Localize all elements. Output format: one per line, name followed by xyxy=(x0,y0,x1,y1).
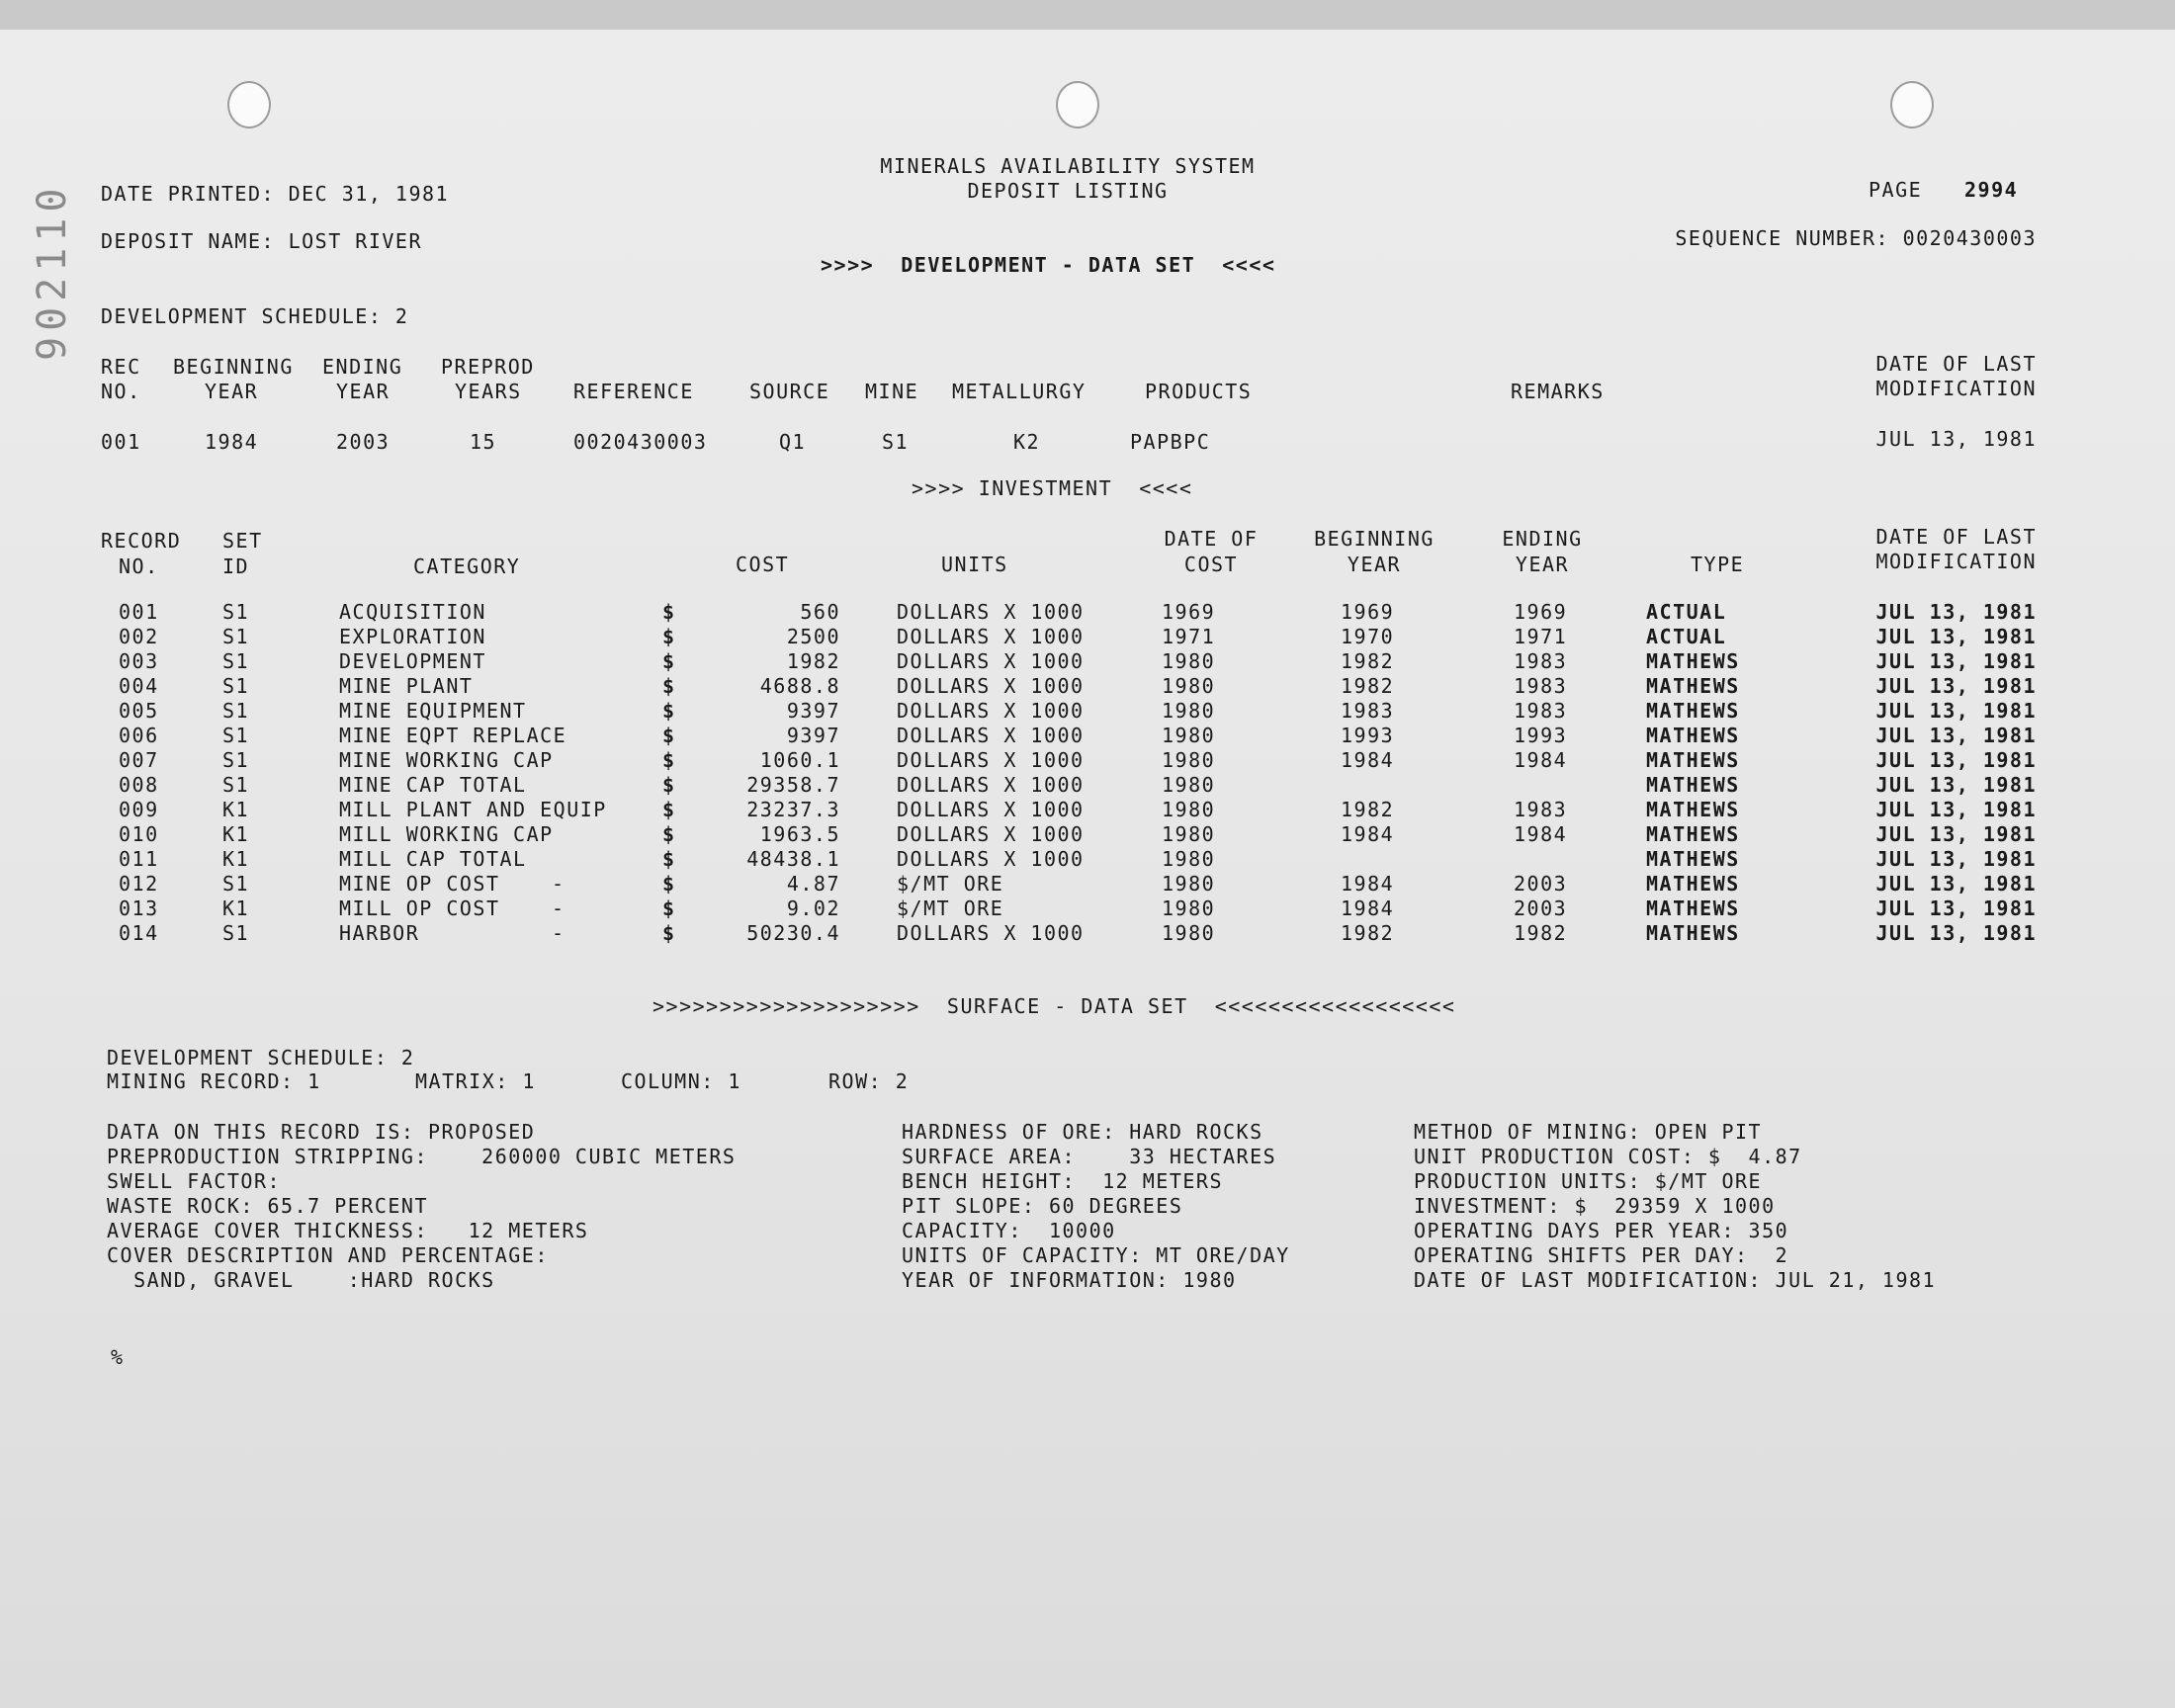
inv-cell-doc: 1980 xyxy=(1162,798,1216,821)
inv-cell-cost: 23237.3 xyxy=(746,798,840,821)
dev-pre: 15 xyxy=(470,430,497,454)
col-remarks: REMARKS xyxy=(1511,380,1605,403)
surface-left-line: SWELL FACTOR: xyxy=(107,1169,282,1193)
inv-cell-beg: 1983 xyxy=(1341,699,1395,723)
margin-stamp: 902110 xyxy=(30,182,75,361)
col-mod-2: MODIFICATION xyxy=(1875,377,2037,400)
inv-cell-cost: 48438.1 xyxy=(746,847,840,871)
inv-cell-set: S1 xyxy=(222,872,250,896)
inv-cell-rec: 002 xyxy=(119,625,159,648)
inv-cell-set: K1 xyxy=(222,897,250,920)
inv-cell-doc: 1969 xyxy=(1162,600,1216,624)
table-row xyxy=(0,749,2175,773)
inv-cell-beg: 1982 xyxy=(1341,674,1395,698)
surface-right-line: OPERATING DAYS PER YEAR: 350 xyxy=(1414,1219,1789,1242)
inv-cell-doc: 1980 xyxy=(1162,674,1216,698)
inv-cell-set: S1 xyxy=(222,600,250,624)
surface-middle-line: HARDNESS OF ORE: HARD ROCKS xyxy=(902,1120,1263,1144)
inv-cell-type: MATHEWS xyxy=(1646,921,1740,945)
surface-right-line: DATE OF LAST MODIFICATION: JUL 21, 1981 xyxy=(1414,1268,1937,1292)
table-row xyxy=(0,725,2175,748)
surface-banner: >>>>>>>>>>>>>>>>>>>> SURFACE - DATA SET <<<<<<<<<<<<<<<<<< xyxy=(652,994,1456,1018)
surface-right-line: UNIT PRODUCTION COST: $ 4.87 xyxy=(1414,1145,1802,1168)
col-mine: MINE xyxy=(865,380,919,403)
inv-cell-beg: 1982 xyxy=(1341,649,1395,673)
inv-cell-rec: 012 xyxy=(119,872,159,896)
inv-cell-doc: 1980 xyxy=(1162,724,1216,747)
table-row xyxy=(0,922,2175,946)
inv-cell-end: 1983 xyxy=(1514,674,1568,698)
table-row xyxy=(0,799,2175,822)
page-label: PAGE xyxy=(1869,178,1923,202)
deposit-name: DEPOSIT NAME: LOST RIVER xyxy=(101,229,422,253)
surface-right-line: INVESTMENT: $ 29359 X 1000 xyxy=(1414,1194,1776,1218)
inv-cell-beg: 1984 xyxy=(1341,872,1395,896)
table-row xyxy=(0,774,2175,798)
col-beg-1: BEGINNING xyxy=(173,355,294,379)
inv-cell-dash: - xyxy=(552,897,566,920)
inv-cell-category: MINE OP COST xyxy=(339,872,500,896)
col-reference: REFERENCE xyxy=(573,380,694,403)
inv-cell-type: MATHEWS xyxy=(1646,699,1740,723)
punch-hole-right xyxy=(1890,81,1934,128)
inv-cell-beg: 1984 xyxy=(1341,897,1395,920)
table-row xyxy=(0,897,2175,921)
inv-cell-doc: 1980 xyxy=(1162,847,1216,871)
footer-mark: % xyxy=(111,1345,125,1369)
surface-row: ROW: 2 xyxy=(828,1069,910,1093)
inv-cell-type: MATHEWS xyxy=(1646,822,1740,846)
inv-cell-category: MINE CAP TOTAL xyxy=(339,773,527,797)
inv-cell-doc: 1980 xyxy=(1162,649,1216,673)
inv-cell-cost: 1982 xyxy=(786,649,840,673)
inv-cell-mod: JUL 13, 1981 xyxy=(1875,699,2037,723)
inv-cell-end: 1969 xyxy=(1514,600,1568,624)
inv-cell-rec: 003 xyxy=(119,649,159,673)
inv-cell-doc: 1980 xyxy=(1162,897,1216,920)
surface-right-line: OPERATING SHIFTS PER DAY: 2 xyxy=(1414,1243,1789,1267)
inv-cell-end: 2003 xyxy=(1514,897,1568,920)
dev-mod: JUL 13, 1981 xyxy=(1875,427,2037,451)
inv-cell-dollar: $ xyxy=(662,724,676,747)
inv-col-mod-1: DATE OF LAST xyxy=(1875,525,2037,549)
inv-cell-category: HARBOR xyxy=(339,921,420,945)
inv-cell-set: K1 xyxy=(222,798,250,821)
col-end-2: YEAR xyxy=(336,380,391,403)
inv-cell-mod: JUL 13, 1981 xyxy=(1875,625,2037,648)
inv-cell-mod: JUL 13, 1981 xyxy=(1875,798,2037,821)
col-beg-2: YEAR xyxy=(205,380,259,403)
punch-hole-left xyxy=(227,81,271,128)
inv-cell-end: 1993 xyxy=(1514,724,1568,747)
inv-cell-units: DOLLARS X 1000 xyxy=(897,724,1085,747)
inv-col-mod-2: MODIFICATION xyxy=(1875,550,2037,573)
surface-middle-line: BENCH HEIGHT: 12 METERS xyxy=(902,1169,1223,1193)
inv-cell-units: DOLLARS X 1000 xyxy=(897,847,1085,871)
inv-cell-cost: 560 xyxy=(800,600,840,624)
inv-col-beg-1: BEGINNING xyxy=(1314,527,1435,551)
date-printed: DATE PRINTED: DEC 31, 1981 xyxy=(101,182,450,206)
inv-cell-mod: JUL 13, 1981 xyxy=(1875,897,2037,920)
inv-cell-end: 2003 xyxy=(1514,872,1568,896)
inv-cell-mod: JUL 13, 1981 xyxy=(1875,872,2037,896)
inv-cell-cost: 9397 xyxy=(786,724,840,747)
dev-reference: 0020430003 xyxy=(573,430,708,454)
inv-col-end-2: YEAR xyxy=(1515,553,1570,576)
inv-cell-dollar: $ xyxy=(662,773,676,797)
table-row xyxy=(0,700,2175,724)
inv-cell-category: MINE EQPT REPLACE xyxy=(339,724,567,747)
surface-column: COLUMN: 1 xyxy=(621,1069,741,1093)
inv-cell-type: ACTUAL xyxy=(1646,625,1727,648)
inv-cell-beg: 1984 xyxy=(1341,822,1395,846)
inv-col-units: UNITS xyxy=(941,553,1008,576)
surface-middle-line: PIT SLOPE: 60 DEGREES xyxy=(902,1194,1183,1218)
inv-cell-units: DOLLARS X 1000 xyxy=(897,649,1085,673)
inv-cell-dollar: $ xyxy=(662,674,676,698)
inv-cell-set: K1 xyxy=(222,822,250,846)
inv-cell-units: DOLLARS X 1000 xyxy=(897,699,1085,723)
inv-cell-category: MILL OP COST xyxy=(339,897,500,920)
inv-cell-rec: 005 xyxy=(119,699,159,723)
inv-cell-mod: JUL 13, 1981 xyxy=(1875,773,2037,797)
page-number: 2994 xyxy=(1964,178,2019,202)
inv-cell-units: DOLLARS X 1000 xyxy=(897,822,1085,846)
inv-cell-mod: JUL 13, 1981 xyxy=(1875,724,2037,747)
col-products: PRODUCTS xyxy=(1145,380,1253,403)
inv-cell-set: S1 xyxy=(222,773,250,797)
col-pre-2: YEARS xyxy=(455,380,522,403)
inv-cell-set: S1 xyxy=(222,674,250,698)
inv-cell-dollar: $ xyxy=(662,699,676,723)
col-end-1: ENDING xyxy=(322,355,403,379)
inv-cell-units: $/MT ORE xyxy=(897,872,1004,896)
inv-cell-type: MATHEWS xyxy=(1646,847,1740,871)
dev-metallurgy: K2 xyxy=(1013,430,1041,454)
inv-cell-mod: JUL 13, 1981 xyxy=(1875,649,2037,673)
inv-cell-beg: 1970 xyxy=(1341,625,1395,648)
inv-cell-end: 1984 xyxy=(1514,748,1568,772)
inv-cell-dollar: $ xyxy=(662,921,676,945)
inv-cell-dash: - xyxy=(552,872,566,896)
surface-schedule: DEVELOPMENT SCHEDULE: 2 xyxy=(107,1046,415,1069)
sequence-number: SEQUENCE NUMBER: 0020430003 xyxy=(1675,226,2037,250)
surface-left-line: WASTE ROCK: 65.7 PERCENT xyxy=(107,1194,428,1218)
inv-cell-cost: 50230.4 xyxy=(746,921,840,945)
inv-cell-units: DOLLARS X 1000 xyxy=(897,625,1085,648)
surface-left-line: SAND, GRAVEL :HARD ROCKS xyxy=(107,1268,495,1292)
inv-cell-cost: 1963.5 xyxy=(759,822,840,846)
inv-cell-beg: 1969 xyxy=(1341,600,1395,624)
system-title: MINERALS AVAILABILITY SYSTEM xyxy=(880,154,1256,178)
inv-cell-beg: 1984 xyxy=(1341,748,1395,772)
inv-cell-mod: JUL 13, 1981 xyxy=(1875,674,2037,698)
inv-cell-units: DOLLARS X 1000 xyxy=(897,798,1085,821)
inv-col-set-1: SET xyxy=(222,529,263,553)
inv-cell-rec: 006 xyxy=(119,724,159,747)
inv-cell-end: 1982 xyxy=(1514,921,1568,945)
dev-end: 2003 xyxy=(336,430,391,454)
inv-cell-dollar: $ xyxy=(662,822,676,846)
inv-col-rec-2: NO. xyxy=(119,555,159,578)
inv-cell-type: MATHEWS xyxy=(1646,872,1740,896)
inv-cell-end: 1983 xyxy=(1514,798,1568,821)
inv-cell-dollar: $ xyxy=(662,748,676,772)
inv-cell-set: S1 xyxy=(222,625,250,648)
surface-left-line: PREPRODUCTION STRIPPING: 260000 CUBIC METERS xyxy=(107,1145,737,1168)
inv-cell-cost: 9.02 xyxy=(786,897,840,920)
inv-cell-set: S1 xyxy=(222,724,250,747)
inv-cell-type: MATHEWS xyxy=(1646,748,1740,772)
inv-cell-type: MATHEWS xyxy=(1646,773,1740,797)
inv-cell-dollar: $ xyxy=(662,847,676,871)
inv-cell-category: DEVELOPMENT xyxy=(339,649,486,673)
inv-cell-rec: 009 xyxy=(119,798,159,821)
inv-cell-cost: 29358.7 xyxy=(746,773,840,797)
dev-mine: S1 xyxy=(882,430,910,454)
inv-cell-dash: - xyxy=(552,921,566,945)
inv-col-set-2: ID xyxy=(222,555,250,578)
inv-cell-beg: 1982 xyxy=(1341,798,1395,821)
surface-left-line: AVERAGE COVER THICKNESS: 12 METERS xyxy=(107,1219,589,1242)
inv-col-category: CATEGORY xyxy=(413,555,521,578)
inv-cell-category: MINE PLANT xyxy=(339,674,474,698)
inv-cell-doc: 1980 xyxy=(1162,748,1216,772)
inv-cell-category: MINE WORKING CAP xyxy=(339,748,554,772)
table-row xyxy=(0,848,2175,872)
inv-cell-doc: 1980 xyxy=(1162,699,1216,723)
inv-col-rec-1: RECORD xyxy=(101,529,182,553)
surface-right-line: PRODUCTION UNITS: $/MT ORE xyxy=(1414,1169,1763,1193)
inv-cell-category: MILL WORKING CAP xyxy=(339,822,554,846)
inv-cell-units: DOLLARS X 1000 xyxy=(897,674,1085,698)
development-schedule: DEVELOPMENT SCHEDULE: 2 xyxy=(101,304,409,328)
inv-cell-doc: 1980 xyxy=(1162,921,1216,945)
inv-cell-rec: 013 xyxy=(119,897,159,920)
inv-cell-dollar: $ xyxy=(662,600,676,624)
table-row xyxy=(0,650,2175,674)
inv-cell-rec: 001 xyxy=(119,600,159,624)
inv-cell-units: DOLLARS X 1000 xyxy=(897,921,1085,945)
col-pre-1: PREPROD xyxy=(441,355,535,379)
dev-source: Q1 xyxy=(779,430,807,454)
inv-cell-rec: 007 xyxy=(119,748,159,772)
inv-cell-dollar: $ xyxy=(662,798,676,821)
col-metallurgy: METALLURGY xyxy=(952,380,1087,403)
inv-cell-dollar: $ xyxy=(662,649,676,673)
inv-cell-mod: JUL 13, 1981 xyxy=(1875,822,2037,846)
inv-cell-cost: 4.87 xyxy=(786,872,840,896)
surface-matrix: MATRIX: 1 xyxy=(415,1069,536,1093)
inv-cell-dollar: $ xyxy=(662,897,676,920)
inv-cell-set: S1 xyxy=(222,921,250,945)
inv-cell-dollar: $ xyxy=(662,625,676,648)
table-row xyxy=(0,873,2175,897)
inv-cell-type: ACTUAL xyxy=(1646,600,1727,624)
table-row xyxy=(0,823,2175,847)
punch-hole-center xyxy=(1056,81,1099,128)
inv-cell-category: EXPLORATION xyxy=(339,625,486,648)
inv-cell-units: DOLLARS X 1000 xyxy=(897,748,1085,772)
inv-cell-end: 1983 xyxy=(1514,699,1568,723)
inv-col-end-1: ENDING xyxy=(1502,527,1583,551)
inv-cell-set: S1 xyxy=(222,748,250,772)
inv-cell-doc: 1971 xyxy=(1162,625,1216,648)
inv-col-cost: COST xyxy=(736,553,790,576)
inv-col-doc-2: COST xyxy=(1183,553,1239,576)
listing-title: DEPOSIT LISTING xyxy=(967,179,1169,203)
inv-cell-set: S1 xyxy=(222,649,250,673)
inv-cell-mod: JUL 13, 1981 xyxy=(1875,748,2037,772)
inv-cell-type: MATHEWS xyxy=(1646,649,1740,673)
inv-col-beg-2: YEAR xyxy=(1347,553,1402,576)
dev-beg: 1984 xyxy=(205,430,259,454)
inv-cell-rec: 008 xyxy=(119,773,159,797)
surface-left-line: DATA ON THIS RECORD IS: PROPOSED xyxy=(107,1120,536,1144)
col-rec-1: REC xyxy=(101,355,141,379)
inv-cell-type: MATHEWS xyxy=(1646,798,1740,821)
inv-cell-dollar: $ xyxy=(662,872,676,896)
inv-cell-cost: 9397 xyxy=(786,699,840,723)
inv-cell-type: MATHEWS xyxy=(1646,897,1740,920)
inv-cell-rec: 011 xyxy=(119,847,159,871)
inv-cell-category: MILL CAP TOTAL xyxy=(339,847,527,871)
inv-cell-doc: 1980 xyxy=(1162,822,1216,846)
inv-col-doc-1: DATE OF xyxy=(1164,527,1259,551)
development-banner: >>>> DEVELOPMENT - DATA SET <<<< xyxy=(821,253,1276,277)
inv-cell-type: MATHEWS xyxy=(1646,724,1740,747)
col-rec-2: NO. xyxy=(101,380,141,403)
inv-cell-beg: 1982 xyxy=(1341,921,1395,945)
inv-cell-cost: 4688.8 xyxy=(759,674,840,698)
col-source: SOURCE xyxy=(749,380,830,403)
inv-cell-rec: 004 xyxy=(119,674,159,698)
investment-banner: >>>> INVESTMENT <<<< xyxy=(912,476,1193,500)
col-mod-1: DATE OF LAST xyxy=(1875,352,2037,376)
inv-cell-doc: 1980 xyxy=(1162,872,1216,896)
inv-cell-end: 1971 xyxy=(1514,625,1568,648)
inv-cell-units: $/MT ORE xyxy=(897,897,1004,920)
surface-middle-line: CAPACITY: 10000 xyxy=(902,1219,1116,1242)
surface-middle-line: SURFACE AREA: 33 HECTARES xyxy=(902,1145,1277,1168)
inv-cell-category: MILL PLANT AND EQUIP xyxy=(339,798,607,821)
inv-cell-end: 1984 xyxy=(1514,822,1568,846)
dev-rec: 001 xyxy=(101,430,141,454)
inv-cell-type: MATHEWS xyxy=(1646,674,1740,698)
inv-cell-cost: 1060.1 xyxy=(759,748,840,772)
inv-cell-category: MINE EQUIPMENT xyxy=(339,699,527,723)
inv-cell-rec: 014 xyxy=(119,921,159,945)
inv-cell-units: DOLLARS X 1000 xyxy=(897,600,1085,624)
surface-right-line: METHOD OF MINING: OPEN PIT xyxy=(1414,1120,1763,1144)
inv-cell-doc: 1980 xyxy=(1162,773,1216,797)
inv-cell-mod: JUL 13, 1981 xyxy=(1875,600,2037,624)
inv-cell-set: S1 xyxy=(222,699,250,723)
inv-cell-rec: 010 xyxy=(119,822,159,846)
inv-cell-end: 1983 xyxy=(1514,649,1568,673)
inv-cell-set: K1 xyxy=(222,847,250,871)
surface-middle-line: YEAR OF INFORMATION: 1980 xyxy=(902,1268,1237,1292)
dev-products: PAPBPC xyxy=(1130,430,1211,454)
surface-middle-line: UNITS OF CAPACITY: MT ORE/DAY xyxy=(902,1243,1290,1267)
inv-cell-category: ACQUISITION xyxy=(339,600,486,624)
inv-cell-beg: 1993 xyxy=(1341,724,1395,747)
table-row xyxy=(0,626,2175,649)
surface-left-line: COVER DESCRIPTION AND PERCENTAGE: xyxy=(107,1243,549,1267)
inv-cell-mod: JUL 13, 1981 xyxy=(1875,921,2037,945)
table-row xyxy=(0,601,2175,625)
inv-cell-cost: 2500 xyxy=(786,625,840,648)
table-row xyxy=(0,675,2175,699)
inv-cell-mod: JUL 13, 1981 xyxy=(1875,847,2037,871)
surface-mining-record: MINING RECORD: 1 xyxy=(107,1069,321,1093)
inv-col-type: TYPE xyxy=(1691,553,1745,576)
inv-cell-units: DOLLARS X 1000 xyxy=(897,773,1085,797)
